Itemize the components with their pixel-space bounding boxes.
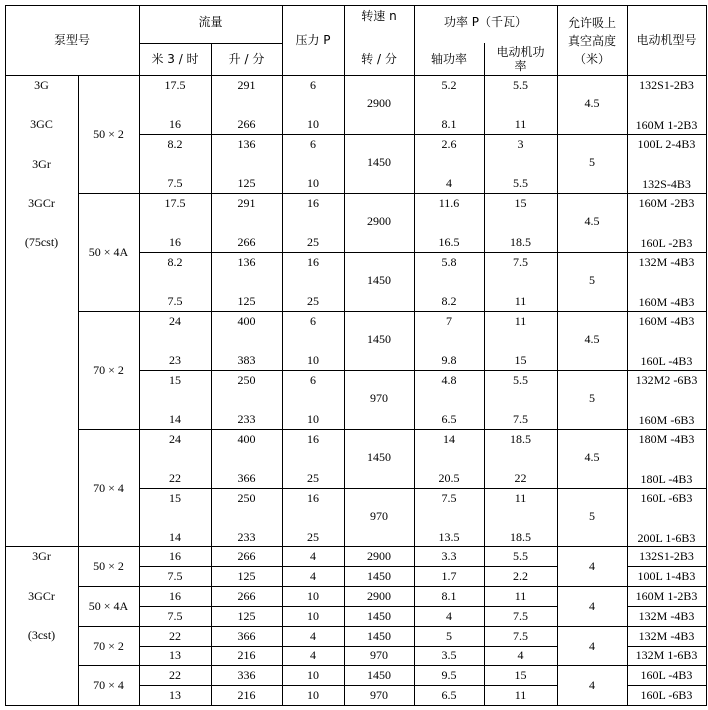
- cell-q_m3: 14: [169, 412, 181, 426]
- cell-motor_p: 15: [514, 668, 527, 683]
- cell-q_m3: 24: [169, 314, 181, 328]
- cell-shaft: 3.3: [441, 548, 457, 563]
- header-motor-model: 电动机型号: [636, 33, 697, 47]
- cell-vacuum: 4: [589, 558, 595, 573]
- cell-shaft: 9.8: [441, 353, 457, 367]
- cell-motor_p: 15: [514, 196, 527, 210]
- cell-p: 25: [307, 294, 319, 308]
- cell-n: 970: [370, 688, 388, 703]
- pump-model-label: 3GC: [30, 117, 53, 132]
- cell-p: 10: [307, 353, 319, 367]
- cell-vacuum: 5: [589, 391, 595, 405]
- header-flow-m3h: 米 3 / 时: [151, 52, 199, 66]
- cell-p: 10: [307, 688, 319, 703]
- cell-shaft: 6.5: [441, 688, 457, 703]
- cell-shaft: 9.5: [441, 668, 457, 683]
- cell-q_m3: 22: [169, 471, 181, 485]
- cell-shaft: 13.5: [438, 530, 460, 544]
- table-border: [139, 566, 558, 567]
- cell-motor_p: 11: [514, 491, 527, 505]
- cell-q_l: 266: [237, 117, 256, 131]
- cell-shaft: 2.6: [441, 137, 457, 151]
- cell-motor_p: 11: [514, 294, 527, 308]
- cell-speed: 2900: [367, 96, 391, 110]
- cell-q_l: 400: [237, 432, 256, 446]
- cell-motor-model: 160M -2B3: [638, 196, 695, 210]
- pump-model-label: 3Gr: [32, 156, 51, 171]
- cell-shaft: 5.8: [441, 255, 457, 269]
- cell-q_m3: 16: [169, 235, 181, 249]
- cell-shaft: 8.2: [441, 294, 457, 308]
- cell-shaft: 16.5: [438, 235, 460, 249]
- pump-model-label: (3cst): [27, 628, 56, 643]
- cell-shaft: 6.5: [441, 412, 457, 426]
- cell-motor_p: 3: [517, 137, 524, 151]
- table-border: [78, 626, 707, 627]
- header-flow: 流量: [198, 15, 223, 29]
- cell-p: 4: [310, 568, 316, 583]
- cell-motor-model: 180L -4B3: [640, 472, 693, 486]
- cell-motor_p: 11: [514, 588, 527, 603]
- table-border: [78, 586, 707, 587]
- cell-q_l: 383: [237, 353, 256, 367]
- cell-motor-model: 200L 1-6B3: [637, 531, 696, 545]
- cell-motor_p: 7.5: [513, 628, 528, 643]
- cell-motor_p: 18.5: [510, 530, 531, 544]
- cell-shaft: 4: [446, 608, 452, 623]
- cell-motor-model: 100L 2-4B3: [637, 137, 696, 151]
- cell-motor-model: 132S1-2B3: [639, 78, 694, 92]
- cell-motor_p: 11: [514, 314, 527, 328]
- table-border: [139, 134, 707, 135]
- cell-speed: 1450: [367, 332, 391, 346]
- cell-p: 6: [310, 314, 316, 328]
- table-border: [78, 193, 707, 194]
- header-motor-power: 率: [514, 59, 527, 73]
- cell-motor_p: 2.2: [513, 568, 528, 583]
- cell-q_m3: 17.5: [164, 196, 186, 210]
- cell-q_m3: 7.5: [167, 176, 183, 190]
- table-border: [139, 685, 558, 686]
- cell-vacuum: 4: [589, 638, 595, 653]
- cell-vacuum: 5: [589, 509, 595, 523]
- table-border: [139, 646, 558, 647]
- cell-q_l: 125: [237, 294, 256, 308]
- cell-motor_p: 7.5: [513, 255, 528, 269]
- cell-motor_p: 15: [514, 353, 527, 367]
- cell-vacuum: 5: [589, 273, 595, 287]
- cell-motor: 132S1-2B3: [639, 548, 694, 563]
- cell-q_l: 125: [237, 568, 256, 583]
- table-border: [78, 311, 707, 312]
- cell-motor-model: 160L -4B3: [640, 354, 693, 368]
- cell-q_l: 233: [237, 530, 256, 544]
- cell-speed: 1450: [367, 450, 391, 464]
- cell-q_m3: 13: [169, 688, 181, 703]
- cell-motor: 160L -6B3: [640, 688, 693, 703]
- pump-size-label: 50 × 2: [93, 127, 124, 141]
- pump-size-label: 70 × 4: [93, 481, 124, 495]
- cell-motor-model: 132M -4B3: [638, 255, 695, 269]
- pump-size-label: 50 × 4A: [88, 245, 129, 259]
- table-border: [706, 5, 707, 706]
- cell-vacuum: 4.5: [584, 450, 600, 464]
- cell-p: 4: [310, 628, 316, 643]
- cell-q_l: 216: [237, 648, 256, 663]
- cell-q_l: 216: [237, 688, 256, 703]
- cell-q_m3: 14: [169, 530, 181, 544]
- header-vacuum: 真空高度: [567, 34, 616, 48]
- pump-size-label: 50 × 2: [93, 558, 124, 573]
- cell-motor_p: 7.5: [513, 608, 528, 623]
- cell-n: 970: [370, 648, 388, 663]
- cell-n: 1450: [367, 628, 391, 643]
- header-vacuum: （米）: [573, 52, 610, 66]
- cell-p: 4: [310, 648, 316, 663]
- cell-vacuum: 5: [589, 155, 595, 169]
- cell-q_m3: 7.5: [167, 568, 183, 583]
- cell-vacuum: 4: [589, 678, 595, 693]
- cell-n: 2900: [367, 588, 391, 603]
- cell-p: 10: [307, 117, 319, 131]
- cell-q_m3: 22: [169, 628, 181, 643]
- pump-size-label: 50 × 4A: [88, 598, 129, 613]
- cell-motor_p: 11: [514, 688, 527, 703]
- cell-p: 16: [307, 432, 319, 446]
- table-border: [627, 685, 707, 686]
- cell-q_m3: 16: [169, 548, 181, 563]
- cell-q_m3: 15: [169, 373, 181, 387]
- cell-vacuum: 4.5: [584, 332, 600, 346]
- cell-motor: 160M 1-2B3: [635, 588, 698, 603]
- cell-n: 2900: [367, 548, 391, 563]
- cell-q_l: 400: [237, 314, 256, 328]
- table-border: [627, 606, 707, 607]
- pump-model-label: (75cst): [24, 235, 59, 250]
- cell-motor_p: 4: [517, 648, 524, 663]
- cell-motor: 100L 1-4B3: [637, 568, 696, 583]
- cell-shaft: 4: [446, 176, 452, 190]
- cell-motor_p: 5.5: [513, 548, 528, 563]
- cell-motor-model: 180M -4B3: [638, 432, 695, 446]
- table-border: [139, 252, 707, 253]
- table-border: [78, 429, 707, 430]
- cell-motor_p: 22: [514, 471, 527, 485]
- cell-shaft: 5: [446, 628, 452, 643]
- cell-shaft: 8.1: [441, 117, 457, 131]
- cell-q_l: 250: [237, 491, 256, 505]
- table-border: [139, 606, 558, 607]
- cell-motor_p: 18.5: [510, 432, 531, 446]
- cell-shaft: 11.6: [438, 196, 460, 210]
- cell-p: 16: [307, 255, 319, 269]
- cell-shaft: 1.7: [441, 568, 457, 583]
- cell-q_l: 125: [237, 608, 256, 623]
- cell-q_m3: 7.5: [167, 608, 183, 623]
- cell-q_m3: 24: [169, 432, 181, 446]
- cell-q_l: 136: [237, 255, 256, 269]
- cell-vacuum: 4.5: [584, 214, 600, 228]
- cell-q_l: 266: [237, 548, 256, 563]
- cell-motor-model: 160M -4B3: [638, 314, 695, 328]
- cell-motor: 160L -4B3: [640, 668, 693, 683]
- pump-model-label: 3Gr: [32, 549, 51, 563]
- cell-speed: 970: [370, 391, 388, 405]
- cell-p: 6: [310, 373, 316, 387]
- cell-motor: 132M -4B3: [638, 608, 695, 623]
- header-pump-model: 泵型号: [53, 33, 90, 47]
- pump-model-label: 3G: [34, 78, 49, 92]
- cell-q_m3: 17.5: [164, 78, 186, 92]
- cell-p: 6: [310, 137, 316, 151]
- cell-motor_p: 5.5: [513, 373, 528, 387]
- cell-p: 10: [307, 608, 319, 623]
- cell-p: 16: [307, 491, 319, 505]
- table-border: [5, 5, 707, 6]
- cell-shaft: 5.2: [441, 78, 457, 92]
- cell-p: 25: [307, 235, 319, 249]
- cell-q_l: 125: [237, 176, 256, 190]
- cell-shaft: 8.1: [441, 588, 457, 603]
- cell-motor_p: 5.5: [513, 176, 528, 190]
- cell-n: 1450: [367, 608, 391, 623]
- cell-speed: 1450: [367, 273, 391, 287]
- cell-shaft: 20.5: [438, 471, 460, 485]
- cell-motor_p: 11: [514, 117, 527, 131]
- cell-p: 16: [307, 196, 319, 210]
- table-border: [139, 370, 707, 371]
- table-border: [139, 488, 707, 489]
- cell-motor: 132M -4B3: [638, 628, 695, 643]
- cell-shaft: 7.5: [441, 491, 457, 505]
- header-motor-power: 电动机功: [496, 45, 545, 59]
- table-border: [5, 75, 707, 76]
- cell-p: 10: [307, 588, 319, 603]
- cell-motor-model: 132M2 -6B3: [635, 373, 698, 387]
- cell-shaft: 7: [446, 314, 452, 328]
- cell-speed: 970: [370, 509, 388, 523]
- cell-motor_p: 18.5: [510, 235, 531, 249]
- cell-motor-model: 160L -6B3: [640, 491, 693, 505]
- cell-q_m3: 7.5: [167, 294, 183, 308]
- cell-motor: 132M 1-6B3: [635, 648, 698, 663]
- table-border: [5, 705, 707, 706]
- table-border: [627, 646, 707, 647]
- cell-vacuum: 4.5: [584, 96, 600, 110]
- cell-q_l: 291: [237, 78, 256, 92]
- pump-model-label: 3GCr: [28, 588, 55, 603]
- cell-p: 25: [307, 530, 319, 544]
- cell-q_l: 291: [237, 196, 256, 210]
- cell-q_l: 336: [237, 668, 256, 683]
- cell-p: 10: [307, 412, 319, 426]
- cell-q_m3: 16: [169, 117, 181, 131]
- pump-size-label: 70 × 2: [93, 638, 124, 653]
- table-border: [5, 546, 707, 547]
- cell-speed: 2900: [367, 214, 391, 228]
- header-flow-lmin: 升 / 分: [228, 52, 265, 66]
- table-border: [627, 566, 707, 567]
- cell-speed: 1450: [367, 155, 391, 169]
- pump-model-label: 3GCr: [28, 195, 55, 210]
- header-speed: 转速 n: [361, 9, 397, 23]
- cell-q_l: 266: [237, 235, 256, 249]
- cell-q_l: 233: [237, 412, 256, 426]
- cell-p: 10: [307, 176, 319, 190]
- header-shaft-power: 轴功率: [430, 52, 467, 66]
- cell-q_m3: 13: [169, 648, 181, 663]
- cell-p: 25: [307, 471, 319, 485]
- cell-q_l: 366: [237, 628, 256, 643]
- cell-q_l: 266: [237, 588, 256, 603]
- cell-p: 10: [307, 668, 319, 683]
- cell-vacuum: 4: [589, 598, 595, 613]
- cell-q_m3: 16: [169, 588, 181, 603]
- cell-q_l: 136: [237, 137, 256, 151]
- cell-q_m3: 23: [169, 353, 181, 367]
- header-pressure: 压力 P: [295, 33, 331, 47]
- pump-size-label: 70 × 2: [93, 363, 124, 377]
- pump-size-label: 70 × 4: [93, 678, 124, 693]
- cell-p: 6: [310, 78, 316, 92]
- cell-motor-model: 160M 1-2B3: [635, 118, 698, 132]
- cell-shaft: 14: [443, 432, 455, 446]
- cell-q_m3: 22: [169, 668, 181, 683]
- cell-shaft: 4.8: [441, 373, 457, 387]
- header-power: 功率 P（千瓦）: [443, 15, 528, 29]
- table-border: [78, 665, 707, 666]
- cell-p: 4: [310, 548, 316, 563]
- cell-q_m3: 15: [169, 491, 181, 505]
- cell-q_m3: 8.2: [167, 137, 183, 151]
- cell-motor-model: 160M -4B3: [638, 295, 695, 309]
- cell-q_l: 250: [237, 373, 256, 387]
- header-speed-unit: 转 / 分: [361, 52, 397, 66]
- cell-motor_p: 7.5: [513, 412, 528, 426]
- cell-n: 1450: [367, 568, 391, 583]
- cell-q_l: 366: [237, 471, 256, 485]
- cell-shaft: 3.5: [441, 648, 457, 663]
- cell-n: 1450: [367, 668, 391, 683]
- cell-motor_p: 5.5: [513, 78, 528, 92]
- cell-motor-model: 160M -6B3: [638, 413, 695, 427]
- cell-motor-model: 160L -2B3: [640, 236, 693, 250]
- cell-q_m3: 8.2: [167, 255, 183, 269]
- cell-motor-model: 132S-4B3: [642, 177, 691, 191]
- header-vacuum: 允许吸上: [567, 16, 616, 30]
